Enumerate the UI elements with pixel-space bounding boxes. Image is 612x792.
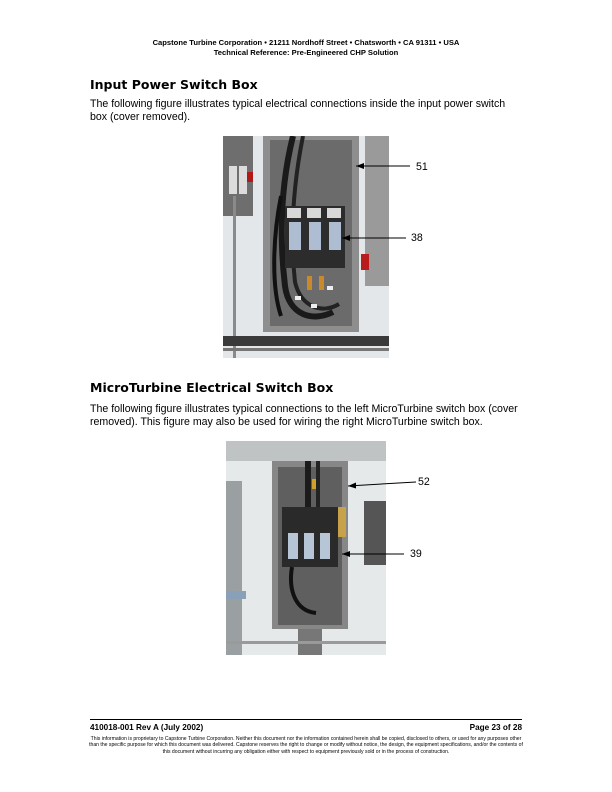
section-text-microturbine: The following figure illustrates typical connections to the left MicroTurbine switch box (cover removed). This figure may also be used for wiring the right MicroTurbine switch box. [90,403,518,428]
callout-38: 38 [411,232,423,244]
footer-divider [90,719,522,720]
footer-page-number: Page 23 of 28 [469,723,522,732]
footer-document-id: 410018-001 Rev A (July 2002) [90,723,204,732]
callout-52: 52 [418,476,430,488]
footer-disclaimer: This information is proprietary to Capstone Turbine Corporation. Neither this document nor the information contained herein shall be copied, disclosed to others, or used for any purposes other than the specific purpose for which this document was delivered. Capstone reserves the right to change or modify without notice, the design, the equipment specifications, and/or the contents of this document without incurring any obligation either with respect to equipment previously sold or in the process of construction. [89,736,523,755]
page-header-subtitle: Technical Reference: Pre-Engineered CHP Solution [213,48,399,57]
page-header-company: Capstone Turbine Corporation • 21211 Nordhoff Street • Chatsworth • CA 91311 • USA [152,38,460,47]
callout-51: 51 [416,161,428,173]
section-title-input-power: Input Power Switch Box [90,77,258,92]
callout-leader-lines-2 [340,476,420,566]
callout-leader-lines-1 [340,160,420,250]
section-text-input-power: The following figure illustrates typical electrical connections inside the input power switch box (cover removed). [90,98,506,123]
section-title-microturbine: MicroTurbine Electrical Switch Box [90,380,334,395]
callout-39: 39 [410,548,422,560]
